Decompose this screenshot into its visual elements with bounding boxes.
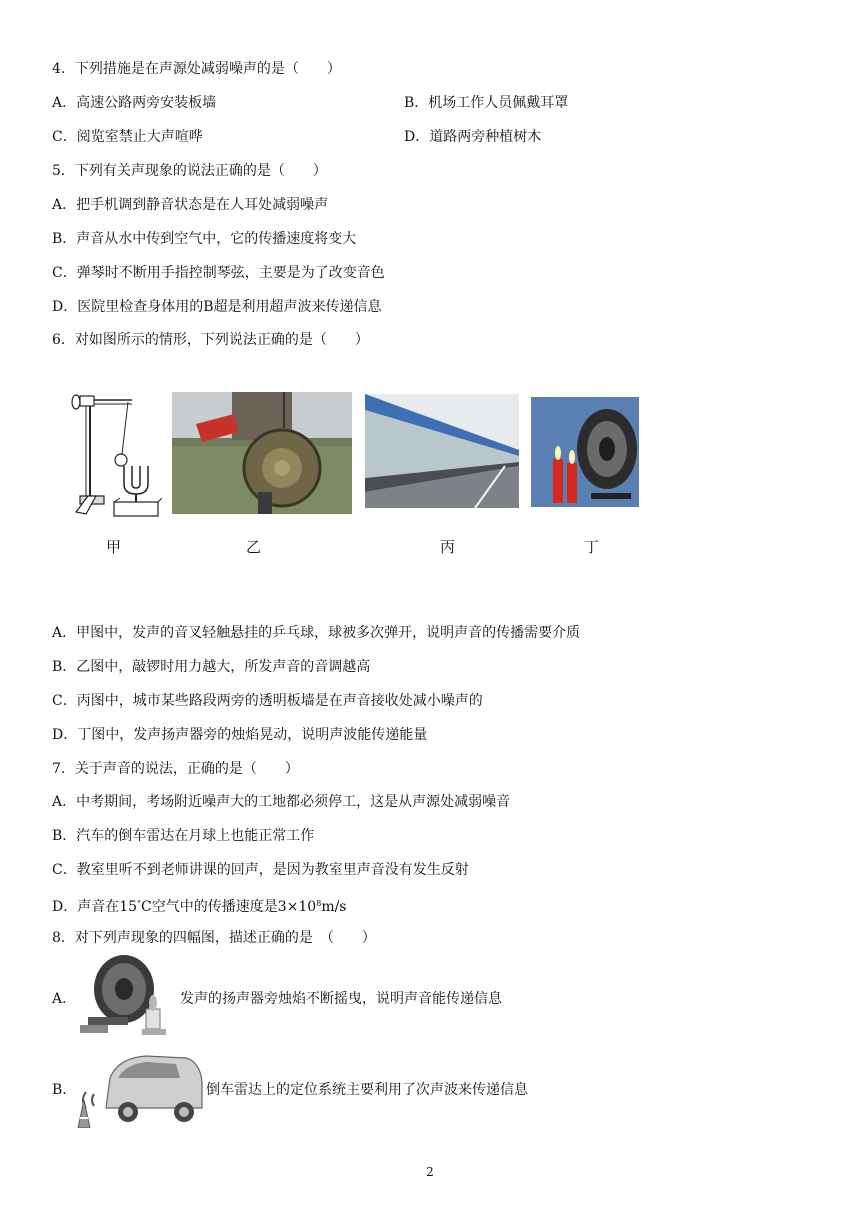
page-number: 2 [426,1165,434,1179]
figure-caption-ding: 丁 [584,538,600,556]
figure-caption-bing: 丙 [440,538,456,556]
q5-option-b: B．声音从水中传到空气中，它的传播速度将变大 [52,231,357,247]
q5-option-d: D．医院里检查身体用的B超是利用超声波来传递信息 [52,299,382,315]
q4-option-a: A．高速公路两旁安装板墙 [52,95,217,111]
gong-photo [172,392,352,514]
q5-option-a: A．把手机调到静音状态是在人耳处减弱噪声 [52,197,329,213]
q7-stem: 7．关于声音的说法，正确的是（ ） [52,761,299,777]
reversing-car-figure [76,1048,206,1128]
q4-option-c: C．阅览室禁止大声喧哗 [52,129,203,145]
q7-option-a: A．中考期间，考场附近噪声大的工地都必须停工，这是从声源处减弱噪音 [52,794,511,810]
q5-option-c: C．弹琴时不断用手指控制琴弦，主要是为了改变音色 [52,265,385,281]
q7-option-d-unit: m/s [321,899,347,915]
q8-option-a-label: A． [52,991,77,1007]
q6-option-a: A．甲图中，发声的音叉轻触悬挂的乒乓球，球被多次弹开，说明声音的传播需要介质 [52,625,581,641]
q7-option-d-mid: C空气中的传播速度是3×10 [141,899,317,915]
q8-option-b-label: B． [52,1082,77,1098]
figure-caption-yi: 乙 [246,538,262,556]
q8-option-a-text: 发声的扬声器旁烛焰不断摇曳，说明声音能传递信息 [180,991,502,1007]
speaker-candle-figure [74,953,174,1037]
q7-option-d [52,895,347,916]
q6-option-b: B．乙图中，敲锣时用力越大，所发声音的音调越高 [52,659,371,675]
figure-caption-jia: 甲 [106,538,122,556]
tuning-fork-figure [66,384,162,522]
q6-stem: 6．对如图所示的情形，下列说法正确的是（ ） [52,332,369,348]
q4-option-d: D．道路两旁种植树木 [404,129,542,145]
q6-option-d: D．丁图中，发声扬声器旁的烛焰晃动，说明声波能传递能量 [52,727,428,743]
degree-superscript: ° [137,899,142,908]
q6-option-c: C．丙图中，城市某些路段两旁的透明板墙是在声音接收处减小噪声的 [52,693,483,709]
q7-option-c: C．教室里听不到老师讲课的回声，是因为教室里声音没有发生反射 [52,862,469,878]
q4-options-row2 [52,128,542,146]
q8-option-b-text: 倒车雷达上的定位系统主要利用了次声波来传递信息 [206,1082,528,1098]
q4-options-row1 [52,94,569,112]
q8-stem: 8．对下列声现象的四幅图，描述正确的是 （ ） [52,930,376,946]
q5-stem: 5．下列有关声现象的说法正确的是（ ） [52,163,327,179]
sound-barrier-photo [365,394,519,508]
exponent-superscript: 8 [316,899,322,908]
q7-option-b: B．汽车的倒车雷达在月球上也能正常工作 [52,828,315,844]
q4-stem: 4．下列措施是在声源处减弱噪声的是（ ） [52,61,341,77]
q7-option-d-prefix: D．声音在15 [52,899,138,915]
speaker-candle-photo [531,397,639,507]
q4-option-b: B．机场工作人员佩戴耳罩 [404,95,569,111]
